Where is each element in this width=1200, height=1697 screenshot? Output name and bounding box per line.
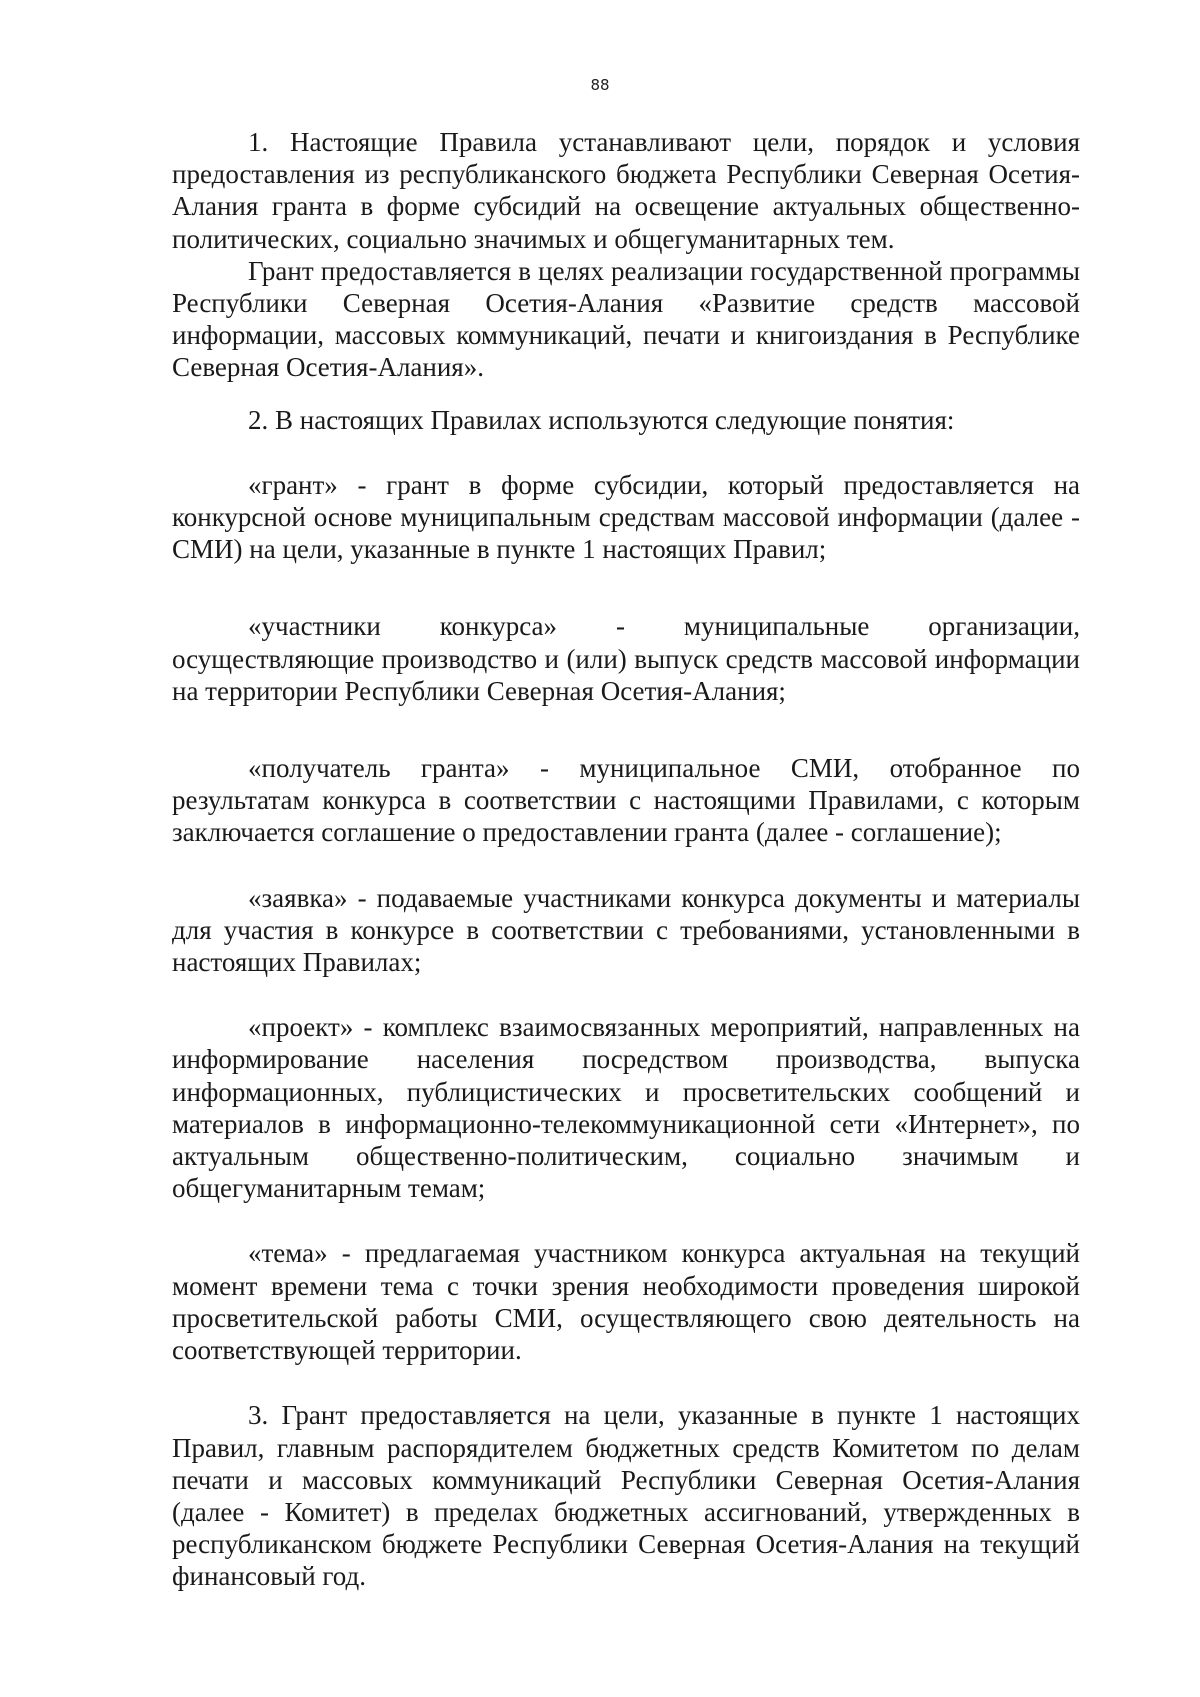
document-body [172,126,1080,1593]
paragraph-grant-program: Грант предоставляется в целях реализации государственной программы Республики Северная Осетия-Алания «Развитие средств массовой информации, массовых коммуникаций, печати и книгоиздания в Республике Северная Осетия-Алания». [172,255,1080,383]
definition-application: «заявка» - подаваемые участниками конкурса документы и материалы для участия в конкурсе в соответствии с требованиями, установленными в настоящих Правилах; [172,882,1080,978]
paragraph-1-goals: 1. Настоящие Правила устанавливают цели, порядок и условия предоставления из республиканского бюджета Республики Северная Осетия-Алания гранта в форме субсидий на освещение актуальных общественно-политических, социально значимых и общегуманитарных тем. [172,127,1080,254]
definition-grant: «грант» - грант в форме субсидии, который предоставляется на конкурсной основе муниципальным средствам массовой информации (далее - СМИ) на цели, указанные в пункте 1 настоящих Правил; [172,469,1080,565]
definition-topic: «тема» - предлагаемая участником конкурса актуальная на текущий момент времени тема с точки зрения необходимости проведения широкой просветительской работы СМИ, осуществляющего свою деятельность на соответствующей территории. [172,1238,1080,1366]
definition-project: «проект» - комплекс взаимосвязанных мероприятий, направленных на информирование населения посредством производства, выпуска информационных, публицистических и просветительских сообщений и материалов в информационно-телекоммуникационной сети «Интернет», по актуальным общественно-политическим, социально значимым и общегуманитарным темам; [172,1012,1080,1204]
definition-grant-recipient: «получатель гранта» - муниципальное СМИ, отобранное по результатам конкурса в соответствии с настоящими Правилами, с которым заключается соглашение о предоставлении гранта (далее - соглашение); [172,753,1080,848]
paragraph-3-grant-provision: 3. Грант предоставляется на цели, указанные в пункте 1 настоящих Правил, главным распорядителем бюджетных средств Комитетом по делам печати и массовых коммуникаций Республики Северная Осетия-Алания (далее - Комитет) в пределах бюджетных ассигнований, утвержденных в республиканском бюджете Республики Северная Осетия-Алания на текущий финансовый год. [172,1400,1080,1592]
paragraph-2-definitions-intro: 2. В настоящих Правилах используются следующие понятия: [248,404,955,435]
page-number: 88 [590,76,610,94]
definition-contest-participants: «участники конкурса» - муниципальные организации, осуществляющие производство и (или) выпуск средств массовой информации на территории Республики Северная Осетия-Алания; [172,611,1080,706]
